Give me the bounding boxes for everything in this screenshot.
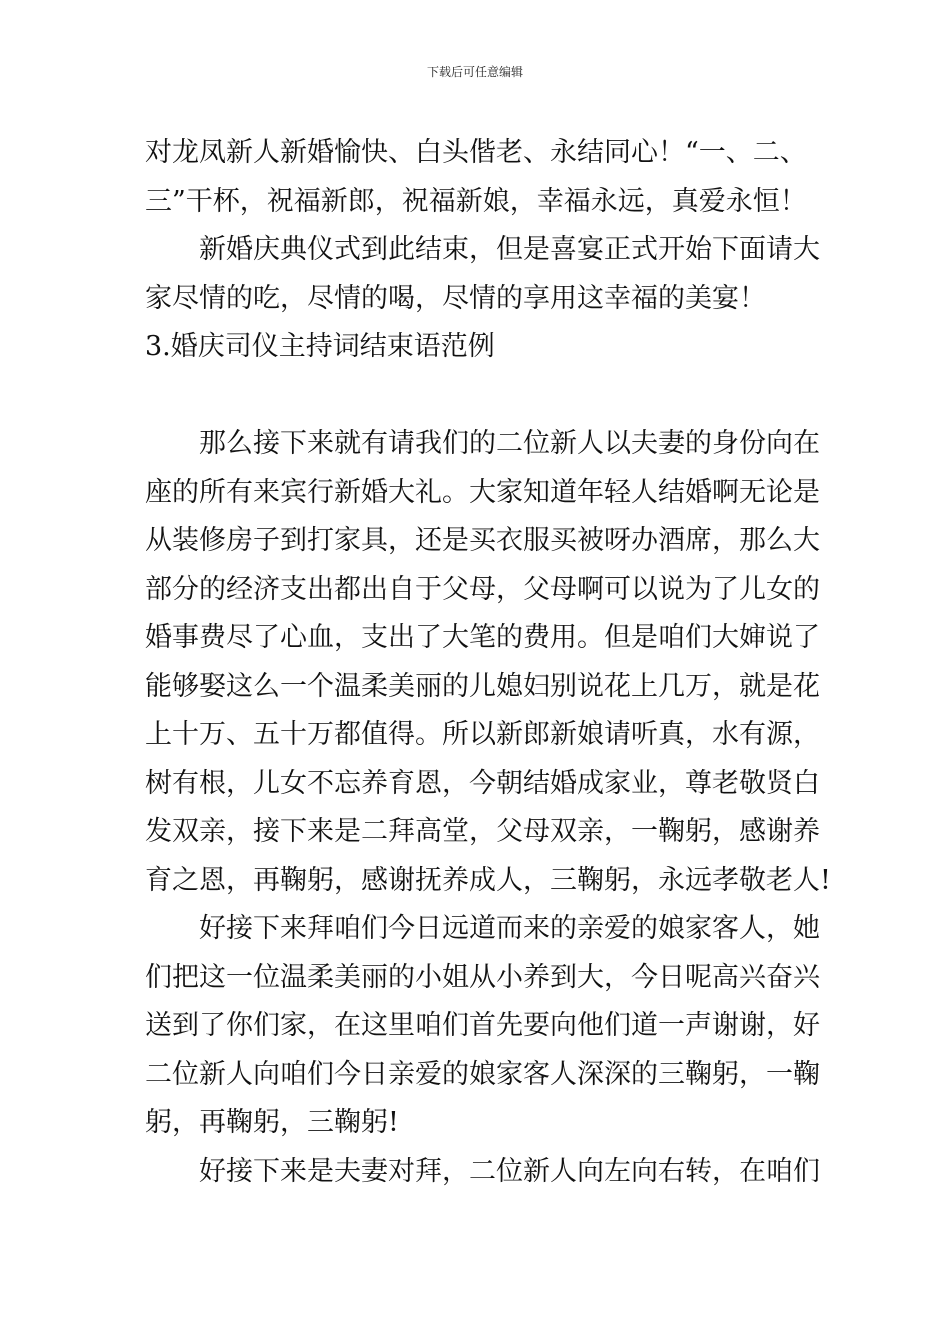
text-line: 树有根，儿女不忘养育恩，今朝结婚成家业，尊老敬贤白 bbox=[145, 767, 820, 799]
text-line: 育之恩，再鞠躬，感谢抚养成人，三鞠躬，永远孝敬老人! bbox=[145, 864, 831, 896]
text-line: 从装修房子到打家具，还是买衣服买被呀办酒席，那么大 bbox=[145, 525, 820, 556]
text-line: 能够娶这么一个温柔美丽的儿媳妇别说花上几万，就是花 bbox=[145, 670, 820, 702]
section-heading: 3.婚庆司仪主持词结束语范例 bbox=[145, 331, 495, 362]
text-line: 部分的经济支出都出自于父母，父母啊可以说为了儿女的 bbox=[145, 573, 820, 605]
text-line: 好接下来拜咱们今日远道而来的亲爱的娘家客人，她 bbox=[145, 913, 820, 944]
text-line: 三”干杯，祝福新郎，祝福新娘，幸福永远，真爱永恒！ bbox=[145, 185, 807, 217]
text-line: 送到了你们家，在这里咱们首先要向他们道一声谢谢，好 bbox=[145, 1010, 820, 1041]
text-line: 二位新人向咱们今日亲爱的娘家客人深深的三鞠躬，一鞠 bbox=[145, 1058, 820, 1090]
document-body bbox=[145, 129, 831, 1196]
text-line: 婚事费尽了心血，支出了大笔的费用。但是咱们大婶说了 bbox=[145, 622, 820, 653]
text-line: 新婚庆典仪式到此结束，但是喜宴正式开始下面请大 bbox=[145, 234, 820, 265]
text-line: 发双亲，接下来是二拜高堂，父母双亲，一鞠躬，感谢养 bbox=[145, 816, 820, 847]
text-line: 躬，再鞠躬，三鞠躬! bbox=[145, 1107, 399, 1138]
text-line: 那么接下来就有请我们的二位新人以夫妻的身份向在 bbox=[145, 428, 820, 459]
text-line: 家尽情的吃，尽情的喝，尽情的享用这幸福的美宴！ bbox=[145, 282, 766, 314]
text-line: 好接下来是夫妻对拜，二位新人向左向右转，在咱们 bbox=[145, 1155, 820, 1187]
text-line: 对龙凤新人新婚愉快、白头偕老、永结同心！“一、二、 bbox=[145, 137, 807, 168]
blank-line bbox=[145, 372, 810, 421]
text-line: 们把这一位温柔美丽的小姐从小养到大，今日呢高兴奋兴 bbox=[145, 961, 820, 993]
page-header: 下载后可任意编辑 bbox=[426, 65, 523, 79]
text-line: 上十万、五十万都值得。所以新郎新娘请听真，水有源， bbox=[145, 719, 820, 750]
text-line: 座的所有来宾行新婚大礼。大家知道年轻人结婚啊无论是 bbox=[145, 476, 820, 508]
